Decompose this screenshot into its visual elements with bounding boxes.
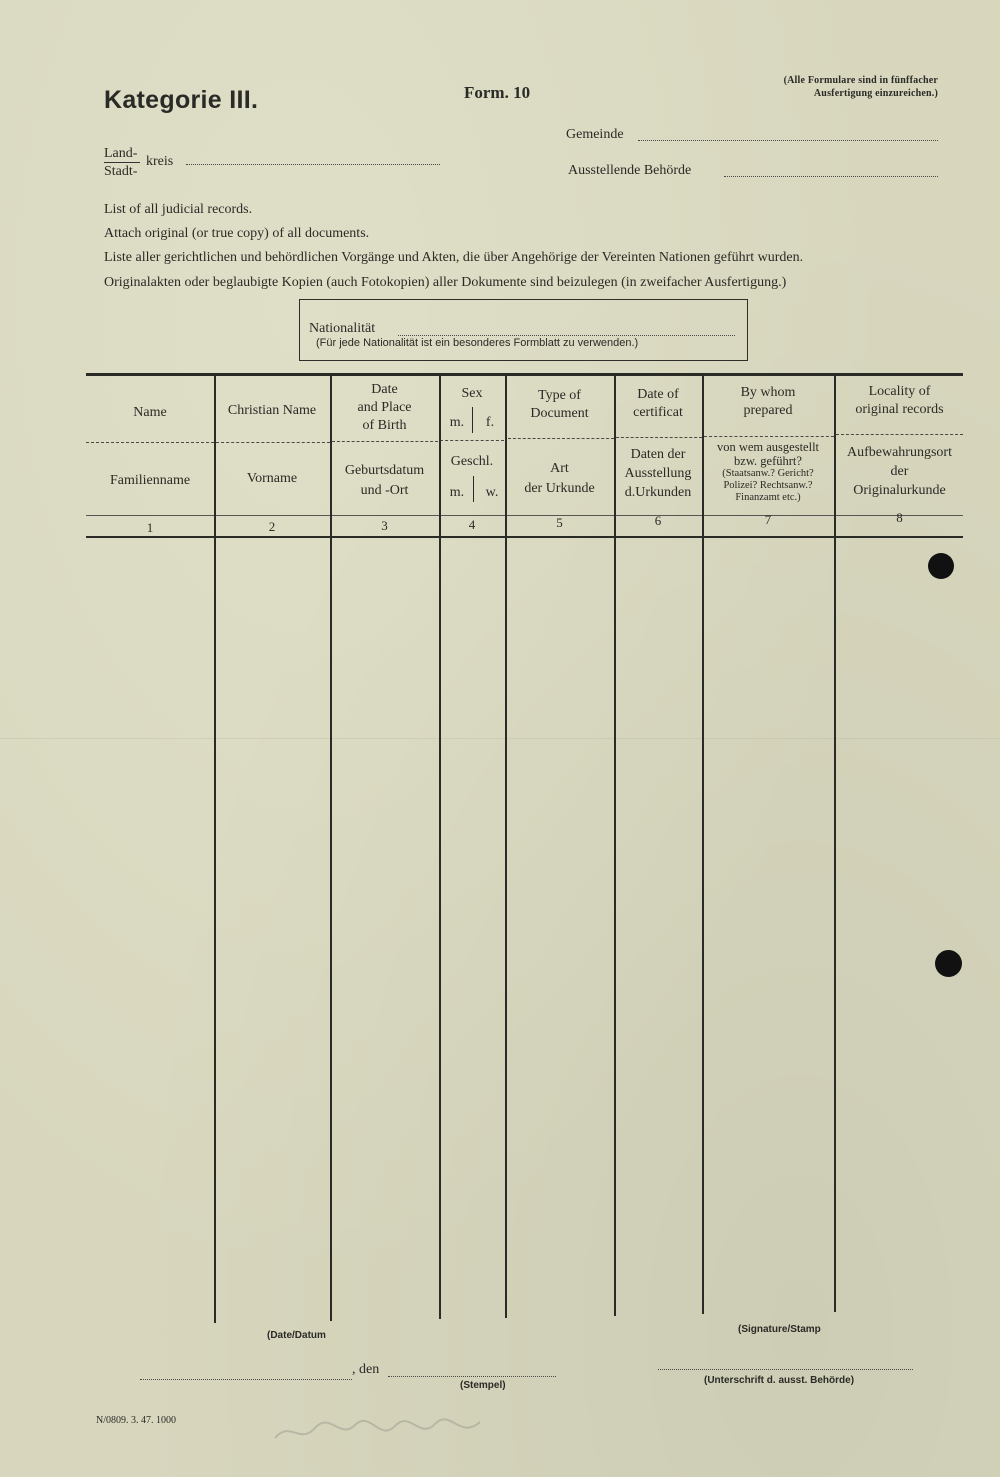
col-prepared-by-en-1: By whom [740,385,796,400]
col-number: 2 [268,519,276,534]
col-christian-name-en: Christian Name [227,403,317,418]
kreis-field[interactable] [186,162,440,165]
stadt-label: Stadt- [104,164,138,179]
row-divider [508,438,614,439]
copies-note-line1: (Alle Formulare sind in fünffacher [783,75,938,86]
row-divider [332,441,438,442]
instruction-list: List of all judicial records. [104,202,253,217]
col-cert-date-en [614,386,702,422]
col-birth-de-2: und -Ort [360,483,409,498]
bleed-through-handwriting [270,1410,490,1450]
land-label: Land- [104,145,140,163]
unterschrift-label: (Unterschrift d. ausst. Behörde) [704,1375,855,1386]
col-prepared-by-en-2: prepared [743,403,793,418]
col-number: 1 [146,520,154,535]
print-code: N/0809. 3. 47. 1000 [96,1415,176,1426]
col-doc-type-en-1: Type of [538,388,581,403]
row-divider [704,436,834,437]
col-sex-de-w: w. [485,485,499,500]
row-divider [216,442,330,443]
col-doc-type-en [505,387,614,423]
copies-note [700,74,938,100]
col-number: 3 [381,518,388,533]
col-name-en: Name [133,405,167,420]
copies-note-line2: Ausfertigung einzureichen.) [813,88,938,99]
col-prepared-by-de-2: bzw. geführt? [734,454,802,468]
col-cert-date-de [614,445,702,502]
col-number: 5 [556,515,563,530]
date-field[interactable] [388,1374,556,1377]
col-birth-de-1: Geburtsdatum [344,463,425,478]
signature-field[interactable] [658,1367,913,1370]
row-divider [616,437,702,438]
col-cert-date-de-2: Ausstellung [624,466,692,481]
col-locality-en-2: original records [855,402,944,417]
col-number: 6 [654,513,662,528]
col-locality-de-3: Originalurkunde [853,483,946,498]
table-top-rule [86,373,963,376]
col-locality-en-1: Locality of [868,384,931,399]
col-prepared-by-de-4: Polizei? Rechtsanw.? [723,480,813,491]
signature-stamp-label: (Signature/Stamp [738,1324,821,1335]
col-prepared-by-de-3: (Staatsanw.? Gericht? [722,468,814,479]
col-locality-en [836,383,963,419]
col-sex-en: Sex [461,386,483,401]
row-divider [836,434,963,435]
col-doc-type-de-1: Art [550,461,569,476]
col-sex-en-f: f. [485,415,495,430]
col-vorname-de: Vorname [246,471,298,486]
sex-subdivider [473,476,474,502]
col-doc-type-en-2: Document [530,406,589,421]
col-birth-en-2: and Place [357,400,412,415]
gemeinde-field[interactable] [638,138,938,141]
col-prepared-by-en [702,384,834,420]
col-cert-date-de-3: d.Urkunden [624,485,692,500]
nationality-box [299,299,748,361]
behoerde-label: Ausstellende Behörde [568,163,692,178]
col-sex-de-m: m. [449,485,465,500]
col-number: 7 [764,512,772,527]
nationality-note: (Für jede Nationalität ist ein besonderes Formblatt zu verwenden.) [316,337,639,349]
col-prepared-by-de-1: von wem ausgestellt [716,440,820,454]
col-locality-de-2: der [890,464,909,479]
stempel-label: (Stempel) [460,1380,506,1391]
col-number: 4 [468,517,476,532]
col-cert-date-en-1: Date of [637,387,679,402]
land-stadt-label [104,145,140,180]
den-label: , den [352,1362,380,1377]
place-field[interactable] [140,1377,352,1380]
punch-hole [935,950,962,977]
col-birth-de [330,461,439,501]
col-prepared-by-de [702,440,834,504]
col-name-de: Familienname [109,473,191,488]
category-title: Kategorie III. [104,86,259,114]
kreis-label: kreis [146,154,174,169]
col-cert-date-en-2: certificat [633,405,683,420]
instruction-liste-de: Liste aller gerichtlichen und behördlichen Vorgänge und Akten, die über Angehörige der Vereinten Nationen geführt wurden. [104,250,804,265]
row-divider [440,440,504,441]
sex-subdivider [472,407,473,433]
col-locality-de-1: Aufbewahrungsort [847,445,952,460]
col-birth-en [330,381,439,435]
col-number: 8 [896,510,903,525]
punch-hole [928,553,954,579]
date-label: (Date/Datum [267,1330,326,1341]
instruction-originalakten-de: Originalakten oder beglaubigte Kopien (auch Fotokopien) aller Dokumente sind beizulegen (in zweifacher Ausfertigung.) [104,275,787,290]
col-sex-de: Geschl. [450,454,494,469]
col-birth-en-1: Date [371,382,398,397]
col-doc-type-de [505,459,614,499]
col-sex-en-m: m. [449,415,465,430]
col-cert-date-de-1: Daten der [630,447,686,462]
gemeinde-label: Gemeinde [566,127,624,142]
form-number: Form. 10 [464,83,531,102]
nationality-field[interactable] [398,333,735,336]
col-prepared-by-de-5: Finanzamt etc.) [735,492,801,503]
col-birth-en-3: of Birth [362,418,407,433]
col-locality-de [836,443,963,500]
fold-line [0,738,1000,739]
col-doc-type-de-2: der Urkunde [524,481,595,496]
instruction-attach: Attach original (or true copy) of all documents. [104,226,370,241]
body-top-rule [86,536,963,538]
row-divider [86,442,214,443]
behoerde-field[interactable] [724,174,938,177]
nationality-label: Nationalität [309,321,376,336]
